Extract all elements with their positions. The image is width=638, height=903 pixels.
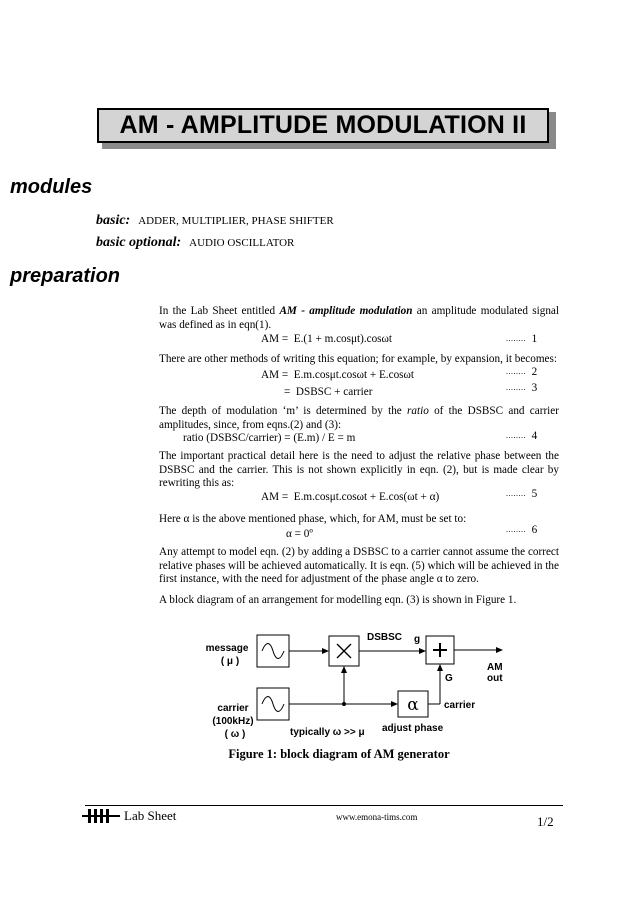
eq2-rhs: E.m.cosμt.cosωt + E.cosωt <box>293 369 414 381</box>
footer-divider <box>85 805 563 806</box>
basic-value: ADDER, MULTIPLIER, PHASE SHIFTER <box>138 215 334 227</box>
label-typically: typically ω >> μ <box>290 727 365 738</box>
label-message: message <box>205 643 249 654</box>
arrow-head <box>322 648 329 654</box>
page-number: 1/2 <box>537 814 554 829</box>
label-am: AM <box>487 662 503 673</box>
eq5-rhs: E.m.cosμt.cosωt + E.cos(ωt + α) <box>293 491 440 503</box>
footer-url[interactable]: www.emona-tims.com <box>336 812 418 822</box>
eq1 <box>261 333 392 345</box>
eq1-lhs: AM <box>261 333 280 345</box>
eq4-number: ........ 4 <box>506 430 538 442</box>
label-dsbsc: DSBSC <box>367 632 403 643</box>
paragraph-1 <box>159 305 559 332</box>
eq5-lhs: AM <box>261 491 280 503</box>
eq2-num: 2 <box>531 366 538 378</box>
eq2-lhs: AM <box>261 369 280 381</box>
eq3-num: 3 <box>531 382 538 394</box>
eq4-num: 4 <box>531 430 538 442</box>
arrow-head <box>437 664 443 671</box>
eq3-rhs: DSBSC + carrier <box>295 386 373 398</box>
eq6: α = 0º <box>286 528 313 540</box>
label-g-big: G <box>445 673 453 684</box>
p1-text-a: In the Lab Sheet entitled <box>159 305 280 317</box>
eq1-rhs: E.(1 + m.cosμt).cosωt <box>293 333 393 345</box>
p1-emphasis: AM - amplitude modulation <box>279 305 413 317</box>
eq5-equals: = <box>281 491 289 503</box>
label-mu: ( μ ) <box>220 656 240 667</box>
arrow-head <box>391 701 398 707</box>
paragraph-4: The important practical detail here is the need to adjust the relative phase between the DSBSC and the carrier. This is not shown explicitly in eqn. (2), but is made clear by rewriting this as: <box>159 450 559 490</box>
label-adjust-phase: adjust phase <box>382 723 444 734</box>
arrow-head <box>419 648 426 654</box>
label-omega: ( ω ) <box>224 729 246 740</box>
arrow-head <box>341 666 347 673</box>
eq6-num: 6 <box>531 524 538 536</box>
eq2-equals: = <box>281 369 289 381</box>
modules-basic-row <box>96 211 334 229</box>
eq3-number: ........ 3 <box>506 382 538 394</box>
footer-lab-sheet: Lab Sheet <box>124 808 177 823</box>
label-out: out <box>487 673 503 684</box>
paragraph-2: There are other methods of writing this equation; for example, by expansion, it becomes: <box>159 353 557 365</box>
page-title: AM - AMPLITUDE MODULATION II <box>97 108 549 143</box>
eq1-number: ........ 1 <box>506 333 538 345</box>
eq1-num: 1 <box>531 333 538 345</box>
label-carrier: carrier <box>217 703 249 714</box>
p1-text-b: an amplitude modulated signal was defined as in eqn(1). <box>159 305 559 331</box>
eq5 <box>261 491 439 503</box>
paragraph-7: A block diagram of an arrangement for modelling eqn. (3) is shown in Figure 1. <box>159 594 517 606</box>
eq3 <box>284 386 372 398</box>
p3-emphasis: ratio <box>407 405 429 417</box>
arrow-head <box>496 647 503 653</box>
paragraph-3 <box>159 405 559 432</box>
eq2-number: ........ 2 <box>506 366 538 378</box>
preparation-heading: preparation <box>10 265 121 287</box>
modules-optional-row <box>96 233 294 251</box>
tims-logo-icon <box>82 808 122 824</box>
eq4: ratio (DSBSC/carrier) = (E.m) / E = m <box>183 432 356 444</box>
paragraph-5: Here α is the above mentioned phase, which, for AM, must be set to: <box>159 513 467 525</box>
label-g-small: g <box>414 634 421 645</box>
label-freq: (100kHz) <box>212 716 254 727</box>
optional-label: basic optional: <box>96 235 182 250</box>
optional-value: AUDIO OSCILLATOR <box>189 237 295 249</box>
eq1-equals: = <box>281 333 289 345</box>
block-diagram <box>0 615 638 745</box>
eq2 <box>261 369 414 381</box>
p3-text-b: of the DSBSC and carrier amplitudes, since, from eqns.(2) and (3): <box>159 405 559 431</box>
p3-text-a: The depth of modulation ‘m’ is determined by the <box>159 405 408 417</box>
junction-dot <box>342 702 346 706</box>
eq3-equals: = <box>284 386 291 398</box>
basic-label: basic: <box>96 213 131 228</box>
label-carrier-right: carrier <box>444 700 476 711</box>
alpha-symbol: α <box>407 695 419 715</box>
eq6-number: ........ 6 <box>506 524 538 536</box>
modules-heading: modules <box>10 176 93 198</box>
eq5-num: 5 <box>531 488 538 500</box>
paragraph-6: Any attempt to model eqn. (2) by adding a DSBSC to a carrier cannot assume the correct relative phases will be achieved automatically. It is eqn. (5) which will be achieved in the first instance, with the need for adjustment of the phase angle α to zero. <box>159 546 559 586</box>
eq5-number: ........ 5 <box>506 488 538 500</box>
figure-caption: Figure 1: block diagram of AM generator <box>228 747 450 761</box>
